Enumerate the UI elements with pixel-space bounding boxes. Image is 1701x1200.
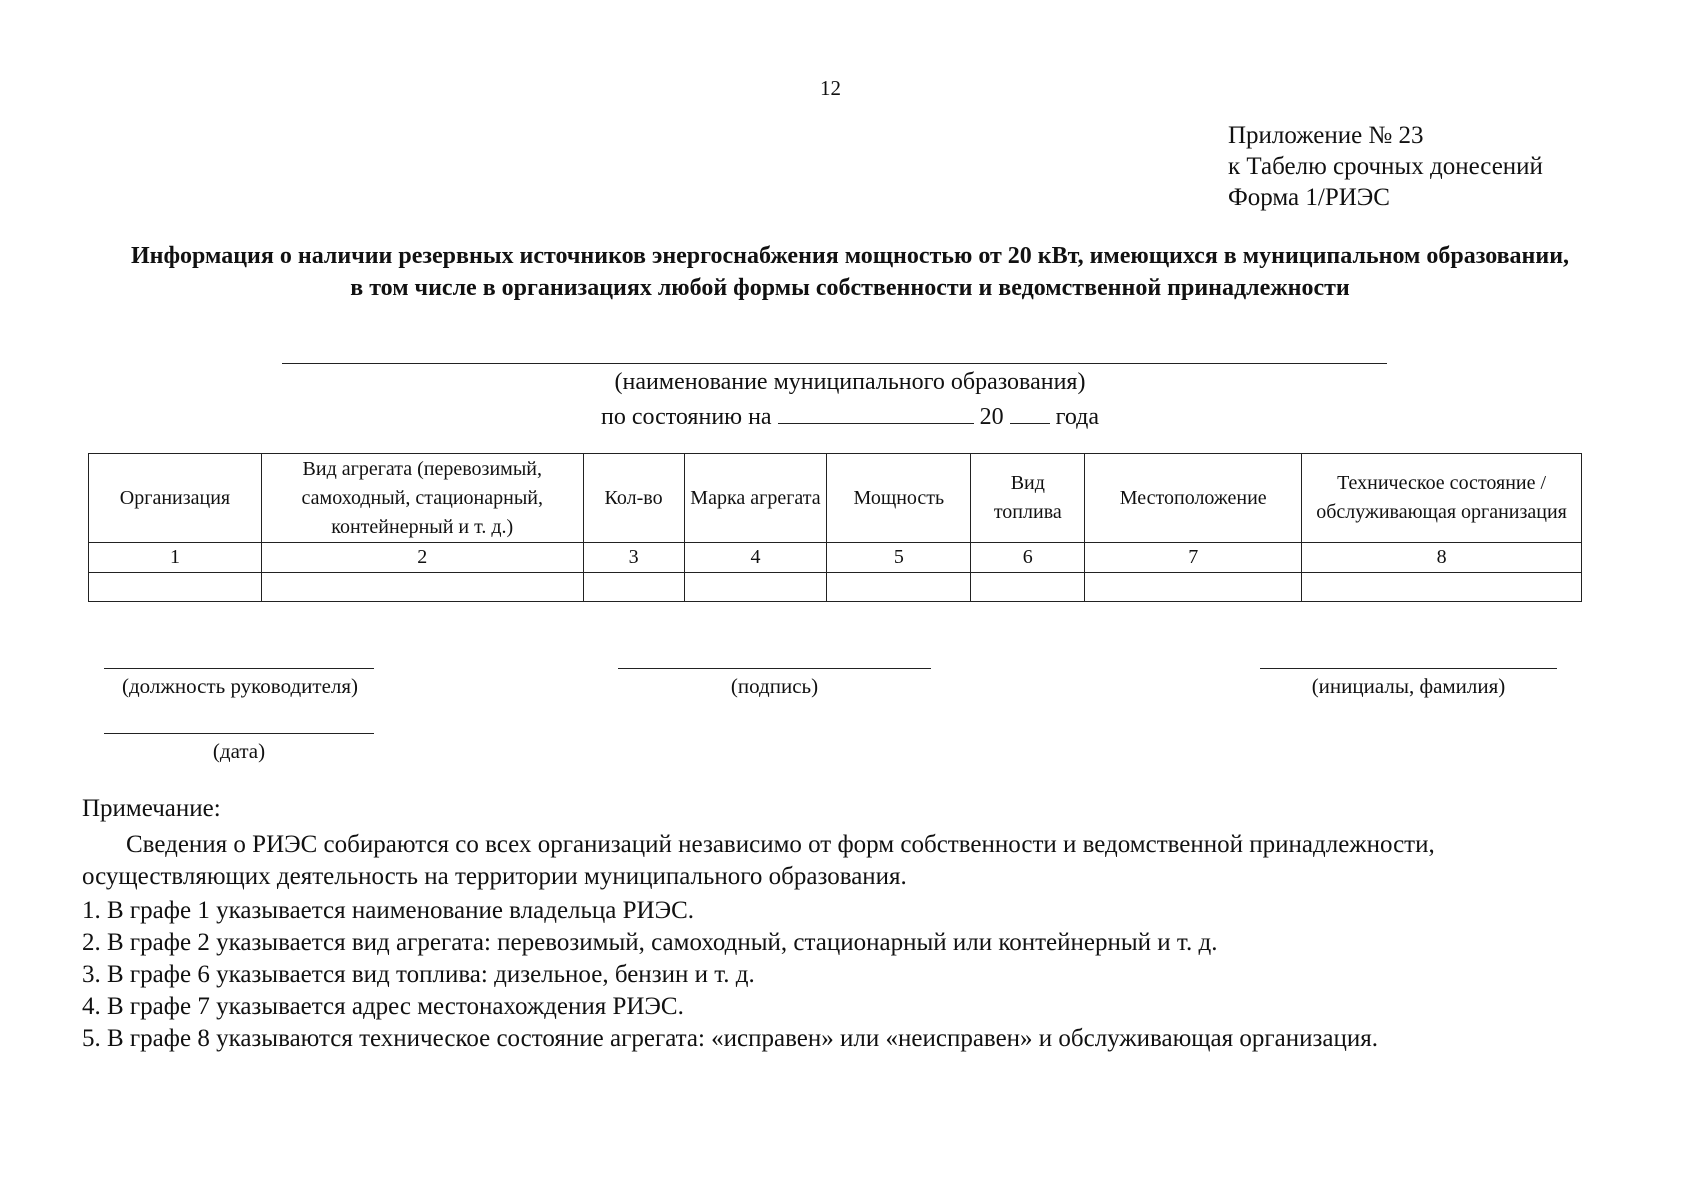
- as-of-suffix: года: [1055, 404, 1100, 430]
- column-number: 1: [89, 543, 262, 573]
- table-cell[interactable]: [684, 573, 827, 602]
- header-unit-type: Вид агрегата (перевозимый, самоходный, стационарный, контейнерный и т. д.): [261, 454, 583, 543]
- signature-label: (подпись): [730, 674, 819, 698]
- document-title: Информация о наличии резервных источников энергоснабжения мощностью от 20 кВт, имеющихся в муниципальном образовании, в том числе в организациях любой формы собственности и ведомственной принадлежности: [130, 243, 1570, 301]
- date-label: (дата): [212, 739, 266, 763]
- year-blank: [1010, 401, 1050, 424]
- table-cell[interactable]: [971, 573, 1085, 602]
- header-organization: Организация: [89, 454, 262, 543]
- year-prefix: 20: [979, 404, 1004, 430]
- note-item: 3. В графе 6 указывается вид топлива: дизельное, бензин и т. д.: [82, 961, 755, 988]
- column-number: 4: [684, 543, 827, 573]
- column-number: 5: [827, 543, 971, 573]
- table-cell[interactable]: [261, 573, 583, 602]
- note-item: 5. В графе 8 указываются техническое состояние агрегата: «исправен» или «неисправен» и обслуживающая организация.: [82, 1025, 1378, 1052]
- table-row: [89, 573, 1582, 602]
- note-item: 2. В графе 2 указывается вид агрегата: перевозимый, самоходный, стационарный или контейнерный и т. д.: [82, 929, 1218, 956]
- header-fuel-type: Вид топлива: [971, 454, 1085, 543]
- signature-line: [618, 668, 931, 669]
- header-location: Местоположение: [1085, 454, 1302, 543]
- as-of-date-line: [400, 401, 1300, 431]
- appendix-label: Приложение № 23: [1228, 122, 1424, 149]
- name-label: (инициалы, фамилия): [1311, 674, 1506, 698]
- column-number: 8: [1302, 543, 1582, 573]
- header-technical-state: Техническое состояние / обслуживающая организация: [1302, 454, 1582, 543]
- position-label: (должность руководителя): [121, 674, 359, 698]
- header-power: Мощность: [827, 454, 971, 543]
- header-quantity: Кол-во: [583, 454, 684, 543]
- table-header-row: [89, 454, 1582, 543]
- table-cell[interactable]: [827, 573, 971, 602]
- municipality-caption: (наименование муниципального образования): [614, 369, 1086, 395]
- position-signature-line: [104, 668, 374, 669]
- column-number: 2: [261, 543, 583, 573]
- table-cell[interactable]: [1302, 573, 1582, 602]
- form-code: Форма 1/РИЭС: [1228, 184, 1390, 211]
- table-cell[interactable]: [89, 573, 262, 602]
- column-number: 3: [583, 543, 684, 573]
- date-blank: [778, 401, 974, 424]
- header-unit-brand: Марка агрегата: [684, 454, 827, 543]
- table-column-numbers-row: [89, 543, 1582, 573]
- municipality-name-line: [282, 363, 1387, 364]
- column-number: 7: [1085, 543, 1302, 573]
- column-number: 6: [971, 543, 1085, 573]
- date-signature-line: [104, 733, 374, 734]
- as-of-prefix: по состоянию на: [600, 404, 772, 430]
- name-signature-line: [1260, 668, 1557, 669]
- table-cell[interactable]: [583, 573, 684, 602]
- reserve-power-table: [88, 453, 1582, 602]
- notes-body: Сведения о РИЭС собираются со всех организаций независимо от форм собственности и ведомственной принадлежности, осуществляющих деятельность на территории муниципального образования.: [82, 831, 1435, 890]
- notes-heading: Примечание:: [82, 795, 221, 822]
- note-item: 4. В графе 7 указывается адрес местонахождения РИЭС.: [82, 993, 684, 1020]
- page-number: 12: [820, 76, 841, 100]
- note-item: 1. В графе 1 указывается наименование владельца РИЭС.: [82, 897, 695, 924]
- appendix-reference: к Табелю срочных донесений: [1228, 153, 1543, 180]
- table-cell[interactable]: [1085, 573, 1302, 602]
